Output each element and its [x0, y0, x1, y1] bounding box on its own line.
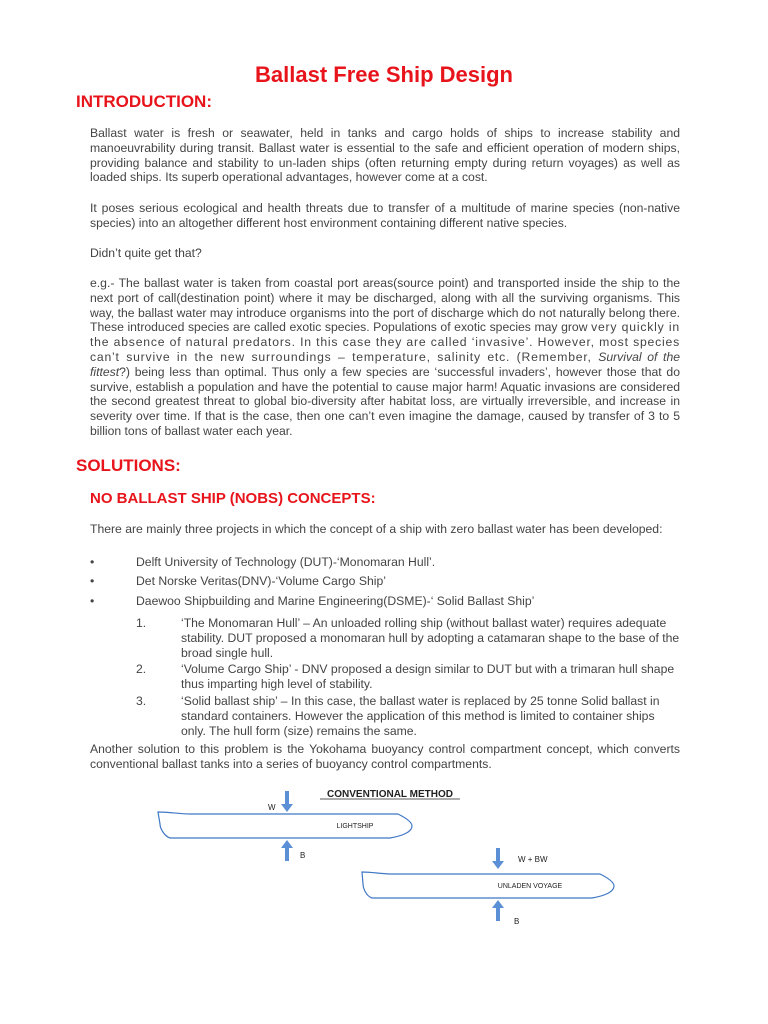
bullet-symbol: • [90, 594, 95, 608]
item-text: ‘Solid ballast ship’ – In this case, the ballast water is replaced by 25 tonne Solid ballast in standard containers. However the application of this method is limited to container ships only. The hull form (size) remains the same. [181, 694, 660, 738]
introduction-heading: INTRODUCTION: [76, 92, 212, 111]
numbered-item [136, 616, 681, 660]
buoyancy-arrow-shaft [496, 907, 500, 921]
solutions-heading: SOLUTIONS: [76, 456, 181, 475]
document-title: Ballast Free Ship Design [255, 62, 513, 87]
unladen-voyage-hull [362, 872, 614, 898]
item-text: ‘Volume Cargo Ship’ - DNV proposed a design similar to DUT but with a trimaran hull shape thus imparting high level of stability. [181, 662, 675, 691]
buoyancy-arrow-head [492, 900, 504, 908]
intro-paragraph-4-part-c: ?) being less than optimal. Thus only a few species are ‘successful invaders’, however those that do survive, establish a population and have the potential to cause major harm! Aquatic invasions are considered the second greatest threat to global bio-diversity after habitat loss, are virtually irreversible, and increase in severity over time. If that is the case, then one can’t even imagine the damage, caused by transfer of 3 to 5 billion tons of ballast water each year. [90, 364, 680, 438]
conventional-method-diagram [150, 780, 620, 940]
intro-paragraph-3: Didn’t quite get that? [90, 246, 202, 260]
item-number: 2. [136, 662, 147, 676]
weight-arrow-shaft [496, 848, 500, 862]
item-text: ‘The Monomaran Hull’ – An unloaded rolling ship (without ballast water) requires adequate stability. DUT proposed a monomaran hull by adopting a catamaran shape to the base of the broad single hull. [181, 616, 680, 660]
buoyancy-arrow-shaft [285, 847, 289, 861]
intro-paragraph-4-part-a: e.g.- The ballast water is taken from coastal port areas(source point) and transported inside the ship to the next port of call(destination point) where it may be discharged, along with all the surviving organisms. This way, the ballast water may introduce organisms into the port of discharge which do not naturally belong there. These introduced species are called exotic species. Populations of exotic species may grow [90, 276, 680, 335]
unladen-weight-label: W + BW [518, 855, 548, 864]
item-number: 3. [136, 694, 147, 708]
numbered-item [136, 694, 681, 738]
unladen-voyage-label: UNLADEN VOYAGE [497, 883, 563, 890]
bullet-text: Delft University of Technology (DUT)-‘Monomaran Hull’. [136, 555, 436, 569]
numbered-item [136, 662, 681, 692]
weight-arrow-head [281, 804, 293, 812]
bullet-symbol: • [90, 555, 95, 569]
lightship-buoyancy-label: B [300, 851, 306, 860]
intro-paragraph-4-part-b: very quickly in the absence of natural predators. In this case they are called ‘invasive’. However, most species can’t survive in the new surroundings – temperature, salinity etc. (Remember, [90, 320, 680, 364]
weight-arrow-head [492, 861, 504, 869]
nobs-intro: There are mainly three projects in which the concept of a ship with zero ballast water has been developed: [90, 522, 663, 536]
intro-paragraph-2: It poses serious ecological and health threats due to transfer of a multitude of marine species (non-native species) into an altogether different host environment containing different native species. [90, 201, 680, 230]
bullet-text: Det Norske Veritas(DNV)-‘Volume Cargo Ship’ [136, 574, 386, 588]
item-number: 1. [136, 616, 147, 630]
weight-arrow-shaft [285, 791, 289, 805]
intro-paragraph-1: Ballast water is fresh or seawater, held in tanks and cargo holds of ships to increase stability and manoeuvrability during transit. Ballast water is essential to the safe and efficient operation of modern ships, providing balance and stability to un-laden ships (often returning empty during return voyages) as well as loaded ships. Its superb operational advantages, however come at a cost. [90, 126, 680, 185]
buoyancy-arrow-head [281, 840, 293, 848]
lightship-hull [158, 812, 412, 838]
unladen-buoyancy-label: B [514, 917, 520, 926]
lightship-label: LIGHTSHIP [336, 823, 374, 830]
yokohama-paragraph: Another solution to this problem is the Yokohama buoyancy control compartment concept, which converts conventional ballast tanks into a series of buoyancy control compartments. [90, 742, 680, 771]
bullet-symbol: • [90, 574, 95, 588]
diagram-title: CONVENTIONAL METHOD [327, 789, 453, 800]
lightship-weight-label: W [268, 803, 276, 812]
nobs-heading: NO BALLAST SHIP (NOBS) CONCEPTS: [90, 490, 376, 507]
intro-paragraph-4-italic: Survival of the fittest [90, 349, 680, 379]
intro-paragraph-4 [90, 276, 680, 439]
bullet-text: Daewoo Shipbuilding and Marine Engineering(DSME)-‘ Solid Ballast Ship’ [136, 594, 535, 608]
